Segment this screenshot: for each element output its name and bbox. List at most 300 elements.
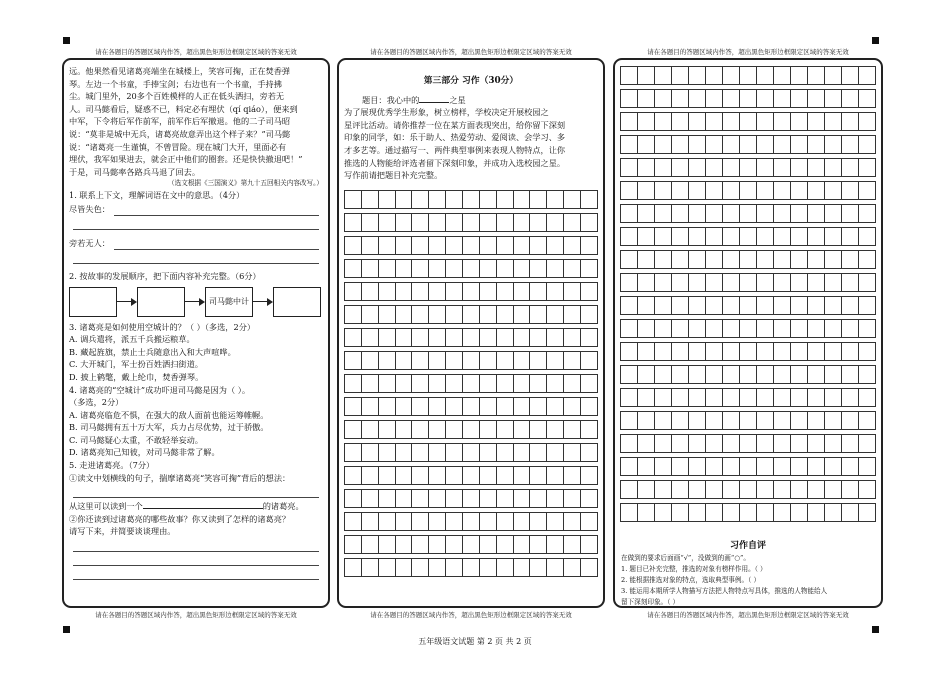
grid-cell[interactable] bbox=[530, 306, 547, 323]
grid-cell[interactable] bbox=[706, 366, 723, 383]
grid-cell[interactable] bbox=[530, 375, 547, 392]
grid-cell[interactable] bbox=[514, 421, 531, 438]
grid-cell[interactable] bbox=[446, 421, 463, 438]
grid-cell[interactable] bbox=[396, 283, 413, 300]
grid-cell[interactable] bbox=[547, 375, 564, 392]
grid-cell[interactable] bbox=[446, 214, 463, 231]
grid-cell[interactable] bbox=[480, 490, 497, 507]
grid-cell[interactable] bbox=[655, 159, 672, 176]
grid-cell[interactable] bbox=[655, 412, 672, 429]
grid-cell[interactable] bbox=[672, 67, 689, 84]
grid-cell[interactable] bbox=[672, 389, 689, 406]
grid-cell[interactable] bbox=[638, 458, 655, 475]
grid-cell[interactable] bbox=[825, 159, 842, 176]
grid-cell[interactable] bbox=[379, 214, 396, 231]
grid-cell[interactable] bbox=[774, 458, 791, 475]
grid-cell[interactable] bbox=[581, 306, 598, 323]
grid-cell[interactable] bbox=[396, 398, 413, 415]
grid-cell[interactable] bbox=[581, 375, 598, 392]
grid-cell[interactable] bbox=[791, 366, 808, 383]
grid-cell[interactable] bbox=[530, 421, 547, 438]
grid-cell[interactable] bbox=[842, 182, 859, 199]
grid-cell[interactable] bbox=[446, 513, 463, 530]
grid-cell[interactable] bbox=[345, 467, 362, 484]
grid-cell[interactable] bbox=[429, 260, 446, 277]
grid-cell[interactable] bbox=[774, 274, 791, 291]
grid-cell[interactable] bbox=[581, 260, 598, 277]
grid-cell[interactable] bbox=[808, 458, 825, 475]
grid-cell[interactable] bbox=[638, 159, 655, 176]
grid-cell[interactable] bbox=[564, 260, 581, 277]
grid-cell[interactable] bbox=[463, 421, 480, 438]
grid-cell[interactable] bbox=[757, 228, 774, 245]
grid-cell[interactable] bbox=[791, 136, 808, 153]
grid-cell[interactable] bbox=[740, 228, 757, 245]
grid-cell[interactable] bbox=[547, 467, 564, 484]
grid-cell[interactable] bbox=[581, 352, 598, 369]
grid-cell[interactable] bbox=[672, 458, 689, 475]
grid-cell[interactable] bbox=[497, 237, 514, 254]
grid-cell[interactable] bbox=[672, 113, 689, 130]
grid-cell[interactable] bbox=[530, 444, 547, 461]
grid-cell[interactable] bbox=[497, 329, 514, 346]
answer-line[interactable] bbox=[114, 236, 319, 250]
grid-cell[interactable] bbox=[530, 237, 547, 254]
grid-cell[interactable] bbox=[791, 228, 808, 245]
grid-cell[interactable] bbox=[655, 90, 672, 107]
grid-cell[interactable] bbox=[723, 343, 740, 360]
grid-cell[interactable] bbox=[564, 398, 581, 415]
grid-cell[interactable] bbox=[791, 251, 808, 268]
grid-cell[interactable] bbox=[757, 297, 774, 314]
grid-cell[interactable] bbox=[655, 435, 672, 452]
grid-cell[interactable] bbox=[621, 389, 638, 406]
grid-cell[interactable] bbox=[757, 182, 774, 199]
grid-cell[interactable] bbox=[655, 366, 672, 383]
grid-cell[interactable] bbox=[514, 513, 531, 530]
grid-cell[interactable] bbox=[621, 159, 638, 176]
grid-cell[interactable] bbox=[564, 467, 581, 484]
grid-cell[interactable] bbox=[412, 421, 429, 438]
answer-line[interactable] bbox=[114, 202, 319, 216]
grid-cell[interactable] bbox=[345, 513, 362, 530]
grid-cell[interactable] bbox=[362, 352, 379, 369]
grid-cell[interactable] bbox=[740, 389, 757, 406]
grid-cell[interactable] bbox=[497, 490, 514, 507]
grid-cell[interactable] bbox=[446, 375, 463, 392]
grid-cell[interactable] bbox=[345, 536, 362, 553]
grid-cell[interactable] bbox=[791, 435, 808, 452]
grid-cell[interactable] bbox=[581, 559, 598, 576]
grid-cell[interactable] bbox=[825, 136, 842, 153]
grid-cell[interactable] bbox=[706, 435, 723, 452]
grid-cell[interactable] bbox=[723, 274, 740, 291]
grid-cell[interactable] bbox=[859, 228, 876, 245]
grid-cell[interactable] bbox=[429, 490, 446, 507]
grid-cell[interactable] bbox=[689, 481, 706, 498]
grid-cell[interactable] bbox=[547, 260, 564, 277]
grid-cell[interactable] bbox=[808, 113, 825, 130]
grid-cell[interactable] bbox=[740, 90, 757, 107]
grid-cell[interactable] bbox=[480, 352, 497, 369]
grid-cell[interactable] bbox=[706, 504, 723, 521]
grid-cell[interactable] bbox=[757, 481, 774, 498]
grid-cell[interactable] bbox=[564, 329, 581, 346]
grid-cell[interactable] bbox=[689, 90, 706, 107]
grid-cell[interactable] bbox=[689, 182, 706, 199]
grid-cell[interactable] bbox=[497, 306, 514, 323]
grid-cell[interactable] bbox=[672, 366, 689, 383]
grid-cell[interactable] bbox=[514, 536, 531, 553]
grid-cell[interactable] bbox=[859, 504, 876, 521]
grid-cell[interactable] bbox=[446, 490, 463, 507]
grid-cell[interactable] bbox=[672, 343, 689, 360]
grid-cell[interactable] bbox=[379, 260, 396, 277]
grid-cell[interactable] bbox=[621, 228, 638, 245]
grid-cell[interactable] bbox=[825, 113, 842, 130]
grid-cell[interactable] bbox=[740, 182, 757, 199]
grid-cell[interactable] bbox=[825, 435, 842, 452]
topic-blank[interactable] bbox=[419, 94, 449, 103]
grid-cell[interactable] bbox=[723, 435, 740, 452]
grid-cell[interactable] bbox=[825, 67, 842, 84]
grid-cell[interactable] bbox=[480, 283, 497, 300]
grid-cell[interactable] bbox=[564, 513, 581, 530]
grid-cell[interactable] bbox=[480, 467, 497, 484]
grid-cell[interactable] bbox=[757, 67, 774, 84]
grid-cell[interactable] bbox=[345, 352, 362, 369]
grid-cell[interactable] bbox=[463, 260, 480, 277]
grid-cell[interactable] bbox=[497, 260, 514, 277]
grid-cell[interactable] bbox=[740, 435, 757, 452]
grid-cell[interactable] bbox=[672, 297, 689, 314]
grid-cell[interactable] bbox=[497, 283, 514, 300]
grid-cell[interactable] bbox=[808, 136, 825, 153]
answer-line[interactable] bbox=[73, 250, 319, 264]
grid-cell[interactable] bbox=[706, 412, 723, 429]
grid-cell[interactable] bbox=[791, 159, 808, 176]
grid-cell[interactable] bbox=[842, 274, 859, 291]
grid-cell[interactable] bbox=[446, 536, 463, 553]
grid-cell[interactable] bbox=[842, 205, 859, 222]
answer-line[interactable] bbox=[73, 566, 319, 580]
grid-cell[interactable] bbox=[655, 251, 672, 268]
grid-cell[interactable] bbox=[825, 90, 842, 107]
grid-cell[interactable] bbox=[791, 90, 808, 107]
grid-cell[interactable] bbox=[740, 136, 757, 153]
grid-cell[interactable] bbox=[547, 398, 564, 415]
grid-cell[interactable] bbox=[774, 90, 791, 107]
grid-cell[interactable] bbox=[564, 283, 581, 300]
grid-cell[interactable] bbox=[429, 513, 446, 530]
grid-cell[interactable] bbox=[480, 329, 497, 346]
grid-cell[interactable] bbox=[345, 260, 362, 277]
grid-cell[interactable] bbox=[774, 435, 791, 452]
grid-cell[interactable] bbox=[757, 458, 774, 475]
grid-cell[interactable] bbox=[480, 375, 497, 392]
grid-cell[interactable] bbox=[564, 237, 581, 254]
grid-cell[interactable] bbox=[480, 513, 497, 530]
grid-cell[interactable] bbox=[379, 283, 396, 300]
grid-cell[interactable] bbox=[638, 90, 655, 107]
grid-cell[interactable] bbox=[638, 504, 655, 521]
grid-cell[interactable] bbox=[859, 435, 876, 452]
grid-cell[interactable] bbox=[825, 504, 842, 521]
grid-cell[interactable] bbox=[497, 513, 514, 530]
grid-cell[interactable] bbox=[497, 191, 514, 208]
grid-cell[interactable] bbox=[859, 274, 876, 291]
grid-cell[interactable] bbox=[706, 67, 723, 84]
grid-cell[interactable] bbox=[859, 481, 876, 498]
grid-cell[interactable] bbox=[757, 435, 774, 452]
grid-cell[interactable] bbox=[581, 490, 598, 507]
grid-cell[interactable] bbox=[480, 306, 497, 323]
grid-cell[interactable] bbox=[547, 513, 564, 530]
grid-cell[interactable] bbox=[480, 398, 497, 415]
grid-cell[interactable] bbox=[581, 191, 598, 208]
grid-cell[interactable] bbox=[379, 398, 396, 415]
grid-cell[interactable] bbox=[808, 343, 825, 360]
grid-cell[interactable] bbox=[740, 205, 757, 222]
grid-cell[interactable] bbox=[564, 191, 581, 208]
grid-cell[interactable] bbox=[379, 513, 396, 530]
grid-cell[interactable] bbox=[463, 306, 480, 323]
grid-cell[interactable] bbox=[723, 389, 740, 406]
grid-cell[interactable] bbox=[564, 490, 581, 507]
grid-cell[interactable] bbox=[345, 191, 362, 208]
grid-cell[interactable] bbox=[429, 237, 446, 254]
grid-cell[interactable] bbox=[638, 412, 655, 429]
grid-cell[interactable] bbox=[706, 228, 723, 245]
grid-cell[interactable] bbox=[825, 205, 842, 222]
grid-cell[interactable] bbox=[774, 343, 791, 360]
grid-cell[interactable] bbox=[859, 205, 876, 222]
grid-cell[interactable] bbox=[396, 375, 413, 392]
grid-cell[interactable] bbox=[530, 536, 547, 553]
grid-cell[interactable] bbox=[497, 352, 514, 369]
grid-cell[interactable] bbox=[842, 228, 859, 245]
grid-cell[interactable] bbox=[791, 205, 808, 222]
grid-cell[interactable] bbox=[497, 536, 514, 553]
grid-cell[interactable] bbox=[514, 283, 531, 300]
grid-cell[interactable] bbox=[842, 481, 859, 498]
grid-cell[interactable] bbox=[842, 67, 859, 84]
grid-cell[interactable] bbox=[621, 136, 638, 153]
grid-cell[interactable] bbox=[808, 251, 825, 268]
grid-cell[interactable] bbox=[706, 182, 723, 199]
grid-cell[interactable] bbox=[638, 297, 655, 314]
grid-cell[interactable] bbox=[825, 251, 842, 268]
grid-cell[interactable] bbox=[412, 191, 429, 208]
grid-cell[interactable] bbox=[774, 228, 791, 245]
grid-cell[interactable] bbox=[429, 329, 446, 346]
grid-cell[interactable] bbox=[530, 283, 547, 300]
grid-cell[interactable] bbox=[463, 375, 480, 392]
grid-cell[interactable] bbox=[412, 260, 429, 277]
grid-cell[interactable] bbox=[859, 366, 876, 383]
grid-cell[interactable] bbox=[859, 136, 876, 153]
grid-cell[interactable] bbox=[842, 412, 859, 429]
grid-cell[interactable] bbox=[689, 274, 706, 291]
grid-cell[interactable] bbox=[463, 214, 480, 231]
grid-cell[interactable] bbox=[446, 467, 463, 484]
grid-cell[interactable] bbox=[345, 214, 362, 231]
grid-cell[interactable] bbox=[808, 412, 825, 429]
grid-cell[interactable] bbox=[757, 113, 774, 130]
grid-cell[interactable] bbox=[638, 228, 655, 245]
grid-cell[interactable] bbox=[859, 297, 876, 314]
grid-cell[interactable] bbox=[723, 205, 740, 222]
grid-cell[interactable] bbox=[859, 412, 876, 429]
grid-cell[interactable] bbox=[689, 343, 706, 360]
grid-cell[interactable] bbox=[740, 504, 757, 521]
grid-cell[interactable] bbox=[655, 343, 672, 360]
grid-cell[interactable] bbox=[825, 182, 842, 199]
grid-cell[interactable] bbox=[774, 366, 791, 383]
grid-cell[interactable] bbox=[723, 136, 740, 153]
grid-cell[interactable] bbox=[740, 297, 757, 314]
answer-line[interactable] bbox=[73, 538, 319, 552]
grid-cell[interactable] bbox=[429, 559, 446, 576]
grid-cell[interactable] bbox=[547, 214, 564, 231]
grid-cell[interactable] bbox=[825, 481, 842, 498]
answer-line[interactable] bbox=[73, 552, 319, 566]
grid-cell[interactable] bbox=[757, 90, 774, 107]
grid-cell[interactable] bbox=[825, 228, 842, 245]
grid-cell[interactable] bbox=[446, 329, 463, 346]
grid-cell[interactable] bbox=[463, 329, 480, 346]
grid-cell[interactable] bbox=[581, 283, 598, 300]
grid-cell[interactable] bbox=[463, 536, 480, 553]
grid-cell[interactable] bbox=[514, 191, 531, 208]
grid-cell[interactable] bbox=[774, 205, 791, 222]
grid-cell[interactable] bbox=[412, 536, 429, 553]
grid-cell[interactable] bbox=[740, 274, 757, 291]
grid-cell[interactable] bbox=[362, 513, 379, 530]
grid-cell[interactable] bbox=[723, 366, 740, 383]
grid-cell[interactable] bbox=[689, 320, 706, 337]
grid-cell[interactable] bbox=[621, 504, 638, 521]
grid-cell[interactable] bbox=[842, 113, 859, 130]
grid-cell[interactable] bbox=[791, 113, 808, 130]
grid-cell[interactable] bbox=[412, 352, 429, 369]
grid-cell[interactable] bbox=[672, 320, 689, 337]
grid-cell[interactable] bbox=[791, 320, 808, 337]
grid-cell[interactable] bbox=[446, 444, 463, 461]
grid-cell[interactable] bbox=[689, 159, 706, 176]
grid-cell[interactable] bbox=[362, 559, 379, 576]
grid-cell[interactable] bbox=[547, 444, 564, 461]
grid-cell[interactable] bbox=[463, 467, 480, 484]
grid-cell[interactable] bbox=[379, 191, 396, 208]
grid-cell[interactable] bbox=[842, 389, 859, 406]
grid-cell[interactable] bbox=[757, 320, 774, 337]
grid-cell[interactable] bbox=[740, 481, 757, 498]
grid-cell[interactable] bbox=[621, 435, 638, 452]
grid-cell[interactable] bbox=[581, 214, 598, 231]
grid-cell[interactable] bbox=[740, 366, 757, 383]
grid-cell[interactable] bbox=[842, 504, 859, 521]
grid-cell[interactable] bbox=[757, 251, 774, 268]
grid-cell[interactable] bbox=[564, 214, 581, 231]
grid-cell[interactable] bbox=[412, 329, 429, 346]
grid-cell[interactable] bbox=[530, 329, 547, 346]
grid-cell[interactable] bbox=[689, 205, 706, 222]
grid-cell[interactable] bbox=[774, 182, 791, 199]
grid-cell[interactable] bbox=[842, 458, 859, 475]
grid-cell[interactable] bbox=[621, 412, 638, 429]
grid-cell[interactable] bbox=[621, 90, 638, 107]
sequence-box-blank[interactable] bbox=[273, 287, 321, 317]
grid-cell[interactable] bbox=[842, 343, 859, 360]
grid-cell[interactable] bbox=[706, 458, 723, 475]
grid-cell[interactable] bbox=[497, 559, 514, 576]
grid-cell[interactable] bbox=[621, 251, 638, 268]
grid-cell[interactable] bbox=[655, 67, 672, 84]
grid-cell[interactable] bbox=[706, 297, 723, 314]
grid-cell[interactable] bbox=[514, 398, 531, 415]
writing-grid[interactable] bbox=[620, 66, 876, 526]
grid-cell[interactable] bbox=[859, 251, 876, 268]
grid-cell[interactable] bbox=[547, 237, 564, 254]
grid-cell[interactable] bbox=[774, 67, 791, 84]
grid-cell[interactable] bbox=[706, 343, 723, 360]
grid-cell[interactable] bbox=[621, 481, 638, 498]
grid-cell[interactable] bbox=[757, 343, 774, 360]
grid-cell[interactable] bbox=[757, 366, 774, 383]
grid-cell[interactable] bbox=[463, 490, 480, 507]
grid-cell[interactable] bbox=[412, 513, 429, 530]
grid-cell[interactable] bbox=[429, 398, 446, 415]
grid-cell[interactable] bbox=[396, 559, 413, 576]
grid-cell[interactable] bbox=[706, 320, 723, 337]
grid-cell[interactable] bbox=[638, 366, 655, 383]
grid-cell[interactable] bbox=[638, 136, 655, 153]
grid-cell[interactable] bbox=[655, 136, 672, 153]
grid-cell[interactable] bbox=[412, 559, 429, 576]
grid-cell[interactable] bbox=[362, 329, 379, 346]
grid-cell[interactable] bbox=[396, 421, 413, 438]
grid-cell[interactable] bbox=[480, 559, 497, 576]
writing-grid[interactable] bbox=[344, 190, 598, 581]
grid-cell[interactable] bbox=[530, 467, 547, 484]
grid-cell[interactable] bbox=[672, 274, 689, 291]
grid-cell[interactable] bbox=[396, 490, 413, 507]
grid-cell[interactable] bbox=[774, 159, 791, 176]
grid-cell[interactable] bbox=[706, 389, 723, 406]
grid-cell[interactable] bbox=[362, 306, 379, 323]
grid-cell[interactable] bbox=[446, 398, 463, 415]
grid-cell[interactable] bbox=[808, 228, 825, 245]
grid-cell[interactable] bbox=[655, 320, 672, 337]
grid-cell[interactable] bbox=[706, 205, 723, 222]
grid-cell[interactable] bbox=[689, 67, 706, 84]
grid-cell[interactable] bbox=[581, 237, 598, 254]
grid-cell[interactable] bbox=[689, 458, 706, 475]
grid-cell[interactable] bbox=[723, 182, 740, 199]
grid-cell[interactable] bbox=[791, 412, 808, 429]
grid-cell[interactable] bbox=[581, 329, 598, 346]
grid-cell[interactable] bbox=[362, 283, 379, 300]
grid-cell[interactable] bbox=[547, 536, 564, 553]
grid-cell[interactable] bbox=[621, 366, 638, 383]
grid-cell[interactable] bbox=[463, 237, 480, 254]
grid-cell[interactable] bbox=[379, 329, 396, 346]
grid-cell[interactable] bbox=[859, 320, 876, 337]
grid-cell[interactable] bbox=[446, 237, 463, 254]
grid-cell[interactable] bbox=[706, 481, 723, 498]
grid-cell[interactable] bbox=[706, 274, 723, 291]
